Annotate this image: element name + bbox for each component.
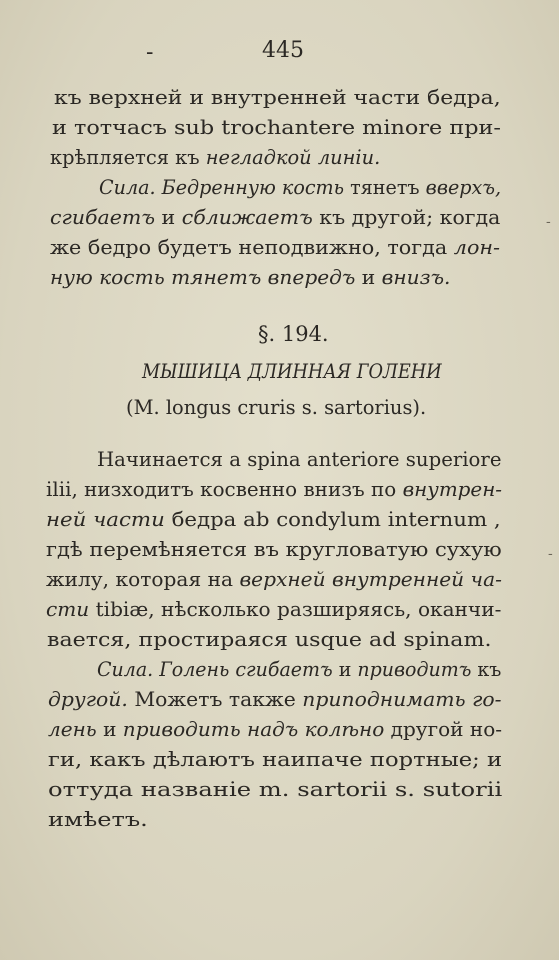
- text-segment: и тотчасъ sub trochantere minore при-: [52, 116, 501, 139]
- text-segment: Сила. Голень сгибаетъ: [97, 658, 339, 681]
- text-segment: tibiæ, нѣсколько разширяясь, оканчи-: [95, 598, 502, 621]
- section-number: §. 194.: [258, 322, 329, 346]
- text-segment: и: [103, 718, 123, 741]
- text-segment: оттуда названіе m. sartorii s. sutorii: [48, 778, 503, 801]
- margin-tick: -: [546, 214, 551, 230]
- text-line: [46, 538, 502, 562]
- text-segment: вверхъ,: [425, 176, 502, 199]
- text-segment: колѣно: [304, 718, 391, 741]
- text-segment: и: [361, 266, 382, 289]
- text-line: [50, 266, 450, 290]
- text-line: [50, 206, 500, 230]
- text-segment: приподнимать го-: [302, 688, 502, 711]
- text-segment: жилу, которая на: [46, 568, 240, 591]
- text-segment: сближаетъ: [181, 206, 320, 229]
- latin-subtitle: [126, 396, 426, 420]
- text-segment: ilii, низходитъ косвенно внизъ по: [46, 478, 403, 501]
- text-segment: (M. longus cruris s. sartorius).: [126, 396, 427, 419]
- text-line: [97, 658, 501, 682]
- text-segment: негладкой линіи.: [205, 146, 381, 169]
- text-segment: лень: [48, 718, 104, 741]
- text-segment: лон-: [453, 236, 501, 259]
- text-segment: внизъ.: [381, 266, 451, 289]
- margin-tick: -: [548, 546, 553, 562]
- text-segment: и: [338, 658, 358, 681]
- text-line: [97, 448, 501, 472]
- text-segment: къ: [477, 658, 502, 681]
- text-segment: Можетъ также: [134, 688, 303, 711]
- text-segment: крѣпляется къ: [50, 146, 206, 169]
- text-segment: верхней внутренней ча-: [239, 568, 502, 591]
- text-line: [46, 508, 501, 532]
- text-line: [46, 598, 501, 622]
- text-segment: другой.: [48, 688, 135, 711]
- text-segment: ги, какъ дѣлаютъ наипаче портные; и: [48, 748, 503, 771]
- text-segment: вается, простираяся usque ad spinam.: [47, 628, 492, 651]
- text-segment: и: [161, 206, 182, 229]
- text-line: [48, 748, 502, 772]
- text-line: [48, 778, 502, 802]
- text-segment: ную кость тянетъ впередъ: [50, 266, 362, 289]
- header-mark: -: [146, 40, 154, 65]
- text-segment: другой но-: [390, 718, 503, 741]
- text-segment: внутрен-: [402, 478, 503, 501]
- text-line: [52, 116, 501, 140]
- text-segment: къ другой; когда: [319, 206, 501, 229]
- text-segment: тянетъ: [350, 176, 426, 199]
- text-segment: приводитъ: [357, 658, 478, 681]
- text-segment: сгибаетъ: [50, 206, 162, 229]
- text-segment: Начинается a spina anteriore superiore: [97, 448, 502, 471]
- text-segment: ней части: [46, 508, 172, 531]
- text-segment: приводить надъ: [122, 718, 305, 741]
- text-line: [50, 146, 380, 170]
- text-line: [46, 568, 502, 592]
- page-number: 445: [262, 38, 304, 63]
- text-line: [47, 628, 492, 652]
- text-segment: же бедро будетъ неподвижно, тогда: [50, 236, 454, 259]
- text-segment: къ верхней и внутренней части бедра,: [54, 86, 501, 109]
- text-line: [46, 478, 502, 502]
- text-segment: сти: [46, 598, 96, 621]
- text-line: [48, 808, 148, 832]
- text-line: [48, 688, 502, 712]
- text-line: [99, 176, 501, 200]
- text-segment: МЫШИЦА ДЛИННАЯ ГОЛЕНИ: [142, 360, 442, 383]
- section-heading: [142, 360, 442, 384]
- text-segment: Сила. Бедренную кость: [99, 176, 351, 199]
- text-line: [54, 86, 501, 110]
- text-line: [48, 718, 502, 742]
- text-segment: имѣетъ.: [48, 808, 148, 831]
- text-segment: бедра ab condylum internum ,: [171, 508, 501, 531]
- text-segment: гдѣ перемѣняется въ кругловатую сухую: [46, 538, 502, 561]
- text-line: [50, 236, 500, 260]
